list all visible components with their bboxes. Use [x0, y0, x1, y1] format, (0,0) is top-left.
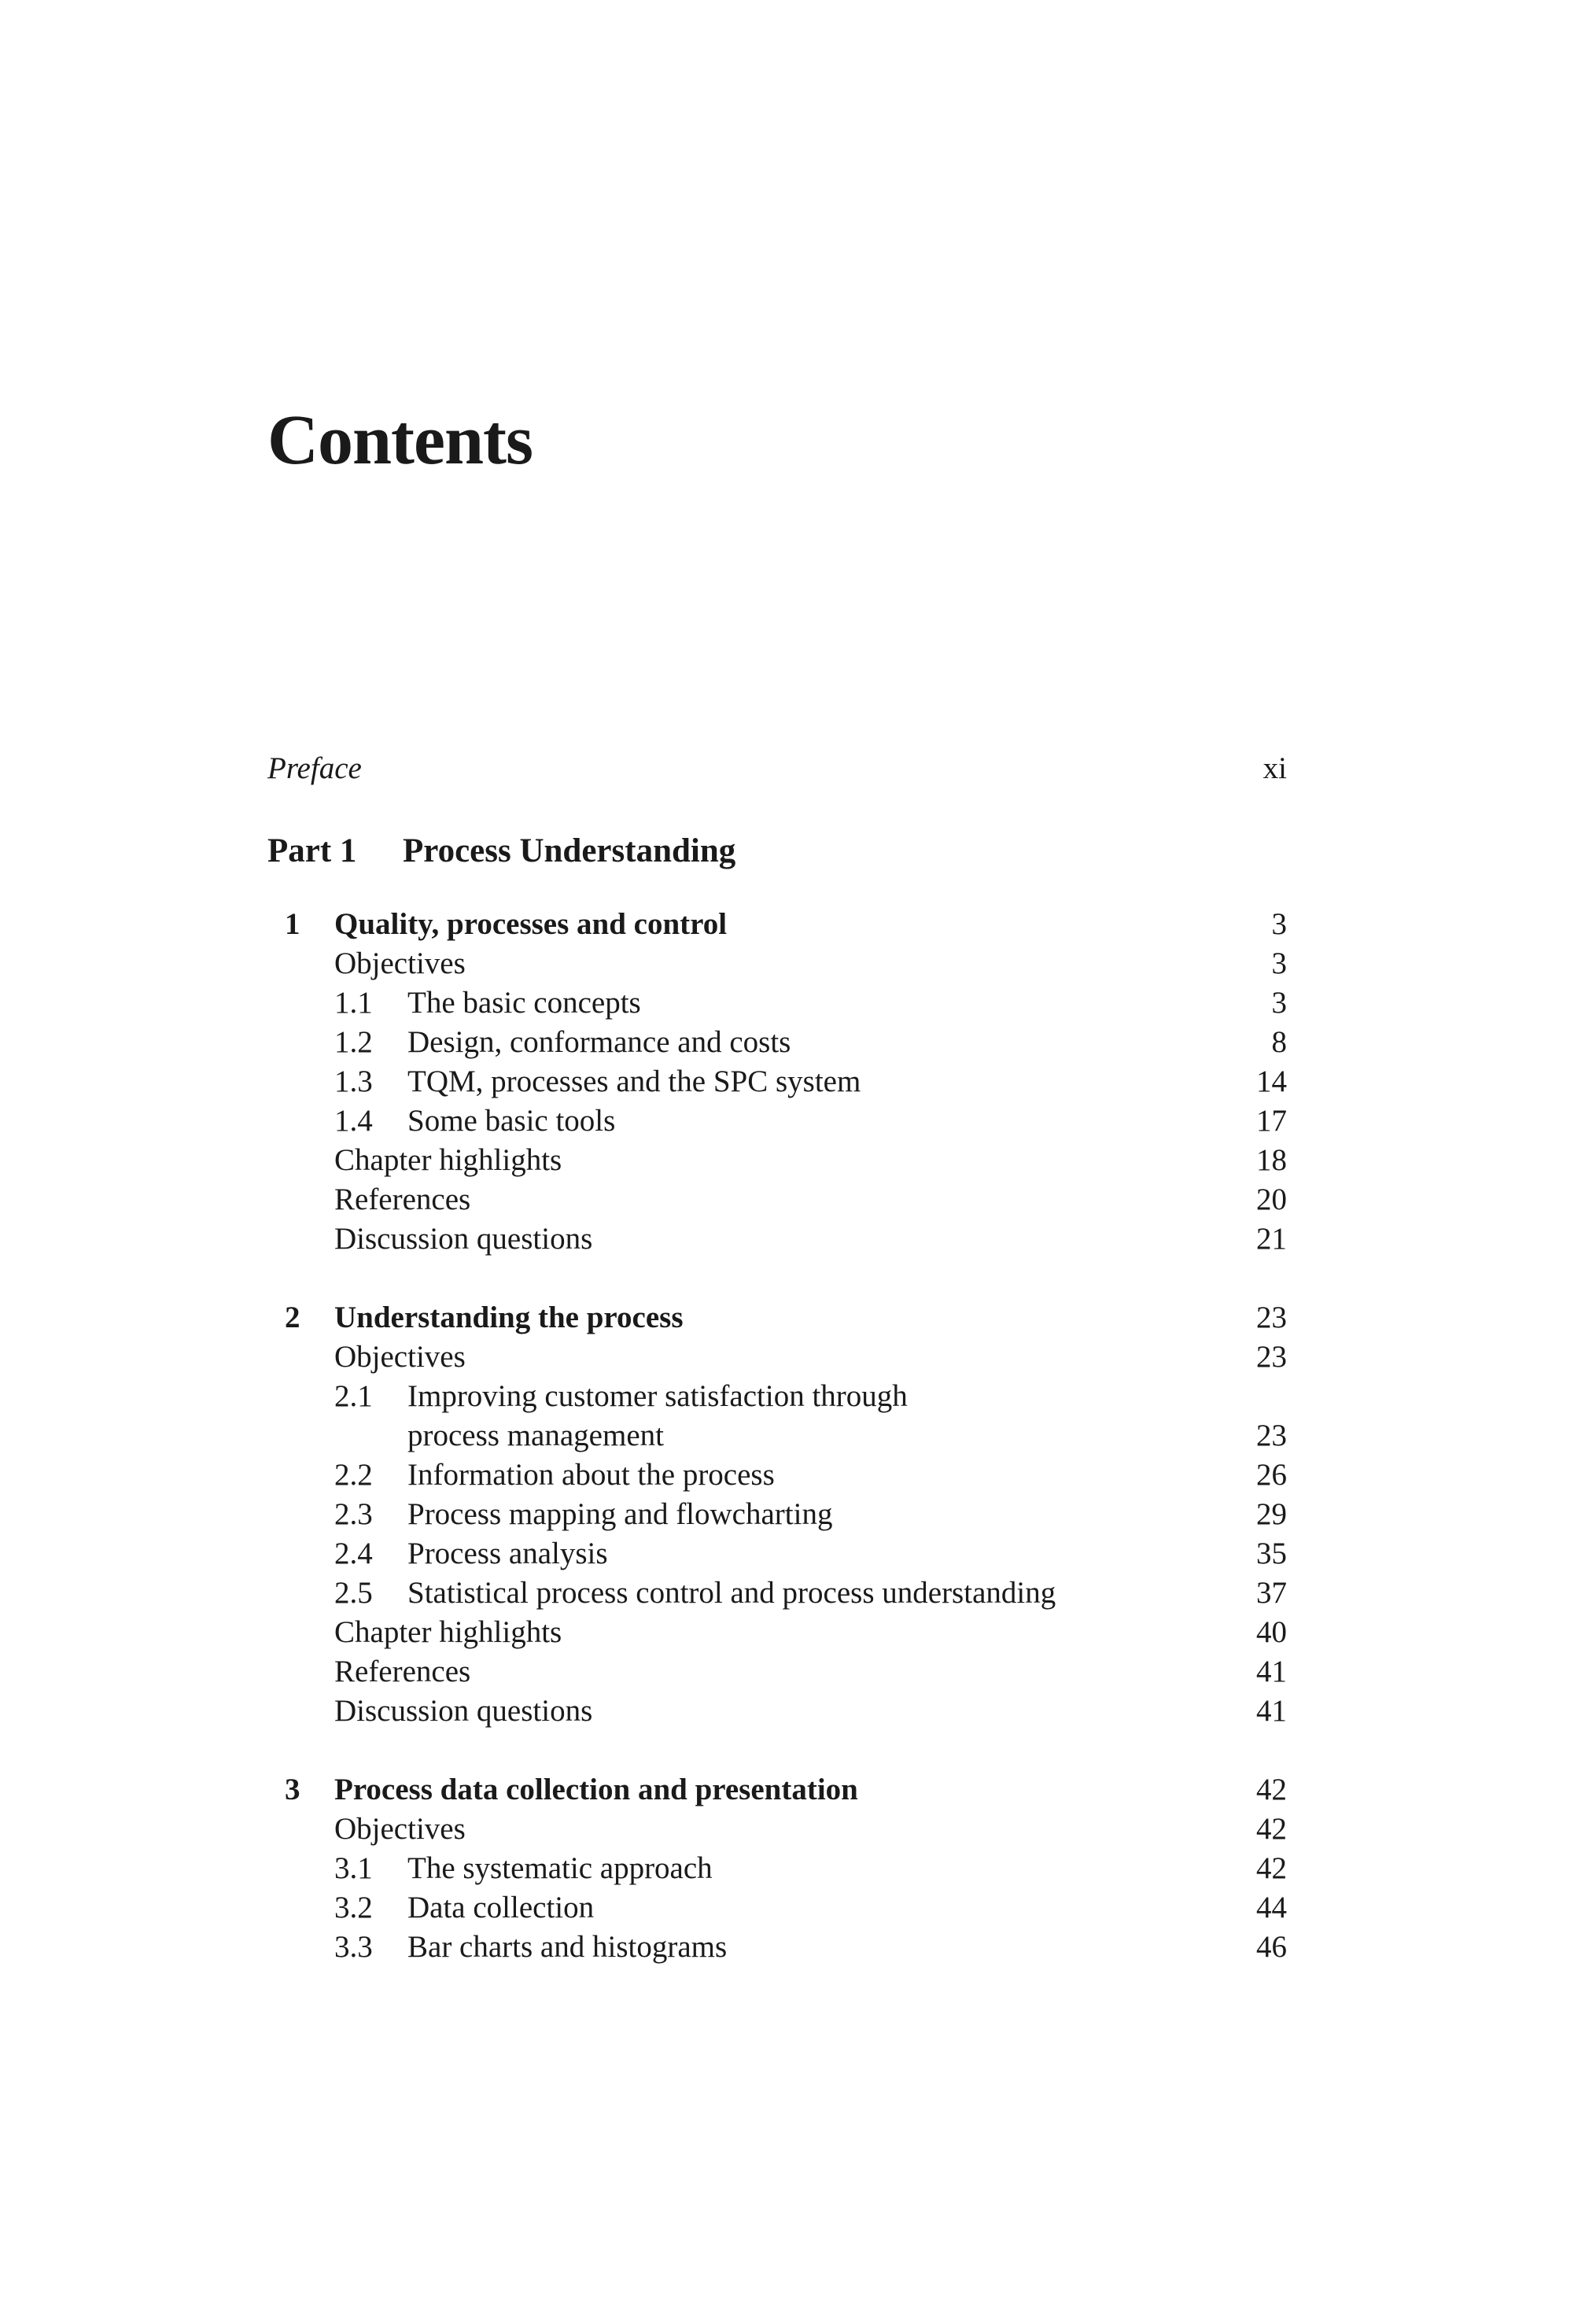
part-title: Process Understanding	[403, 832, 736, 869]
toc-entry-discussion[interactable]	[267, 1220, 1287, 1259]
page-number: 29	[1256, 1497, 1287, 1531]
page-number: 42	[1256, 1812, 1287, 1846]
page-number: 42	[1256, 1851, 1287, 1885]
page-number: 17	[1256, 1104, 1287, 1138]
entry-label: Discussion questions	[334, 1222, 593, 1256]
toc-section-2-1-continued[interactable]	[267, 1416, 1287, 1456]
section-number: 1.1	[334, 986, 373, 1020]
page-number: 21	[1256, 1222, 1287, 1256]
page-number: 42	[1256, 1773, 1287, 1806]
section-number: 2.3	[334, 1497, 373, 1531]
entry-label: Objectives	[334, 946, 466, 980]
page-number: 3	[1271, 946, 1287, 980]
section-title: The systematic approach	[407, 1851, 713, 1885]
toc-section-1-1[interactable]	[267, 983, 1287, 1023]
entry-label: Chapter highlights	[334, 1143, 562, 1177]
entry-label: Discussion questions	[334, 1694, 593, 1728]
toc-entry-references[interactable]	[267, 1180, 1287, 1220]
section-title: Data collection	[407, 1891, 595, 1924]
section-title: Information about the process	[407, 1458, 775, 1492]
section-title: TQM, processes and the SPC system	[407, 1065, 861, 1098]
toc-section-1-3[interactable]	[267, 1062, 1287, 1101]
toc-entry-objectives[interactable]	[267, 1810, 1287, 1849]
section-number: 2.5	[334, 1576, 373, 1610]
page-number: 8	[1271, 1025, 1287, 1059]
section-number: 3.1	[334, 1851, 373, 1885]
page-number: 3	[1271, 986, 1287, 1020]
toc-section-3-1[interactable]	[267, 1849, 1287, 1888]
toc-entry-objectives[interactable]	[267, 944, 1287, 983]
page-number: 23	[1256, 1340, 1287, 1374]
section-title: Design, conformance and costs	[407, 1025, 791, 1059]
page-number: 26	[1256, 1458, 1287, 1492]
toc-section-2-3[interactable]	[267, 1495, 1287, 1534]
chapter-number: 3	[285, 1773, 300, 1806]
section-title: Bar charts and histograms	[407, 1930, 728, 1964]
toc-section-3-3[interactable]	[267, 1928, 1287, 1967]
section-number: 1.4	[334, 1104, 373, 1138]
entry-label: Chapter highlights	[334, 1615, 562, 1649]
page-number: 23	[1256, 1419, 1287, 1452]
section-number: 3.3	[334, 1930, 373, 1964]
toc-section-1-2[interactable]	[267, 1023, 1287, 1062]
toc-chapter-3[interactable]	[267, 1770, 1287, 1810]
section-number: 2.2	[334, 1458, 373, 1492]
section-number: 2.4	[334, 1537, 373, 1570]
page-number: 41	[1256, 1694, 1287, 1728]
page-number: 40	[1256, 1615, 1287, 1649]
part-heading	[267, 828, 1287, 875]
section-title-continued: process management	[407, 1419, 664, 1452]
section-title: Process mapping and flowcharting	[407, 1497, 833, 1531]
toc-section-2-2[interactable]	[267, 1456, 1287, 1495]
toc-section-2-4[interactable]	[267, 1534, 1287, 1574]
section-title: Improving customer satisfaction through	[407, 1379, 908, 1413]
part-label: Part 1	[267, 832, 357, 869]
page-number: 23	[1256, 1301, 1287, 1334]
toc-entry-highlights[interactable]	[267, 1141, 1287, 1180]
toc-entry-references[interactable]	[267, 1652, 1287, 1692]
preface-label: Preface	[267, 751, 362, 785]
page-number: 20	[1256, 1183, 1287, 1216]
table-of-contents	[267, 749, 1287, 1967]
entry-label: Objectives	[334, 1340, 466, 1374]
toc-entry-preface[interactable]	[267, 749, 1287, 788]
page-number: 46	[1256, 1930, 1287, 1964]
toc-section-1-4[interactable]	[267, 1101, 1287, 1141]
toc-chapter-1[interactable]	[267, 905, 1287, 944]
toc-entry-discussion[interactable]	[267, 1692, 1287, 1731]
chapter-number: 1	[285, 907, 300, 941]
section-number: 1.2	[334, 1025, 373, 1059]
toc-entry-highlights[interactable]	[267, 1613, 1287, 1652]
chapter-title: Understanding the process	[334, 1301, 684, 1334]
toc-section-3-2[interactable]	[267, 1888, 1287, 1928]
toc-section-2-5[interactable]	[267, 1574, 1287, 1613]
section-title: Statistical process control and process understanding	[407, 1576, 1056, 1610]
page-number: 18	[1256, 1143, 1287, 1177]
section-title: Some basic tools	[407, 1104, 616, 1138]
entry-label: References	[334, 1655, 471, 1688]
page-number: xi	[1262, 751, 1287, 785]
page-number: 14	[1256, 1065, 1287, 1098]
chapter-title: Quality, processes and control	[334, 907, 728, 941]
entry-label: Objectives	[334, 1812, 466, 1846]
page-title: Contents	[267, 401, 533, 479]
chapter-number: 2	[285, 1301, 300, 1334]
toc-chapter-2[interactable]	[267, 1298, 1287, 1338]
page-number: 37	[1256, 1576, 1287, 1610]
section-title: Process analysis	[407, 1537, 608, 1570]
entry-label: References	[334, 1183, 471, 1216]
toc-section-2-1[interactable]	[267, 1377, 1287, 1416]
page-number: 41	[1256, 1655, 1287, 1688]
section-title: The basic concepts	[407, 986, 641, 1020]
page-number: 3	[1271, 907, 1287, 941]
page-number: 44	[1256, 1891, 1287, 1924]
toc-entry-objectives[interactable]	[267, 1338, 1287, 1377]
section-number: 1.3	[334, 1065, 373, 1098]
page-number: 35	[1256, 1537, 1287, 1570]
section-number: 2.1	[334, 1379, 373, 1413]
section-number: 3.2	[334, 1891, 373, 1924]
chapter-title: Process data collection and presentation	[334, 1773, 858, 1806]
